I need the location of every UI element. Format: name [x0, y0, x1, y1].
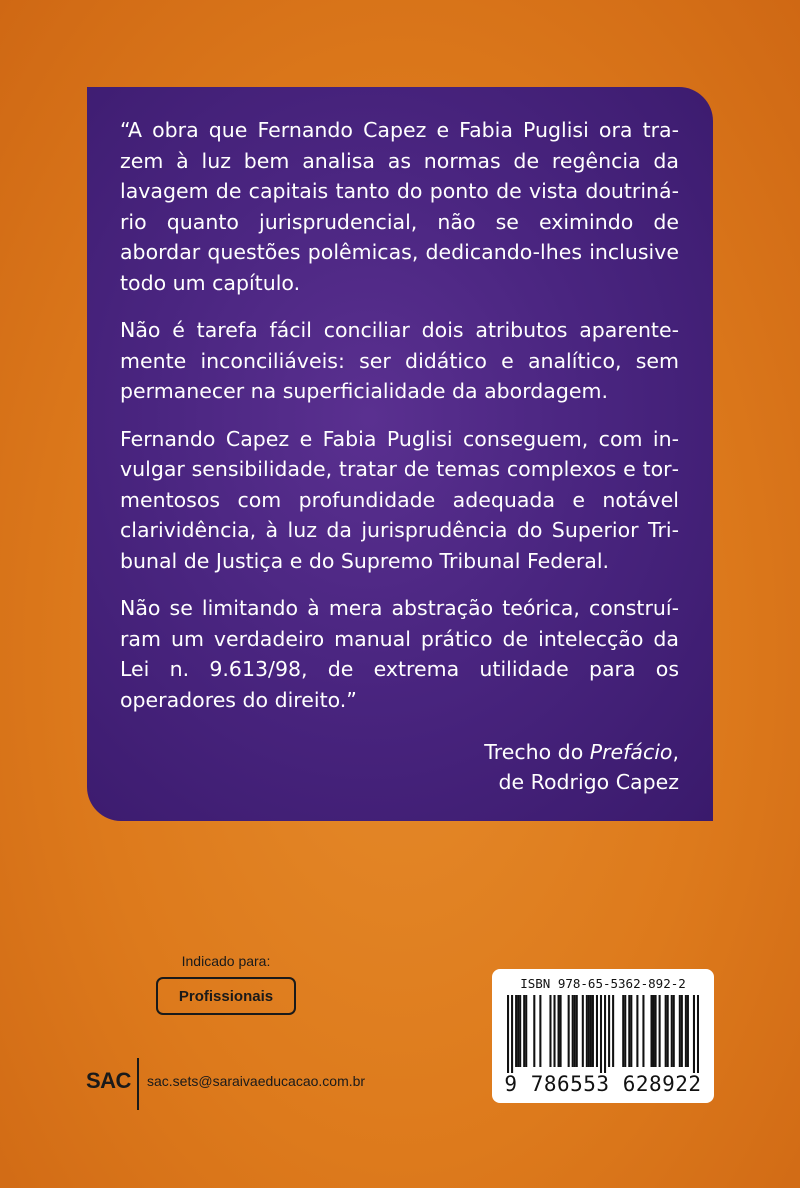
barcode-bar [604, 995, 606, 1073]
quote-attribution [120, 737, 679, 797]
audience-label: Indicado para: [181, 953, 271, 969]
barcode-bar [572, 995, 574, 1067]
barcode-bar [517, 995, 519, 1067]
barcode-bar [586, 995, 588, 1067]
barcode-bar [697, 995, 699, 1073]
barcode-bar [525, 995, 527, 1067]
sac-email-link[interactable]: sac.sets@saraivaeducacao.com.br [147, 1073, 366, 1089]
barcode-bar [630, 995, 632, 1067]
barcode-bar [687, 995, 689, 1067]
barcode-bar [576, 995, 578, 1067]
barcode-bar [636, 995, 638, 1067]
barcode-bar [679, 995, 681, 1067]
barcode-bar [628, 995, 630, 1067]
barcode-bars [507, 995, 699, 1073]
barcode-bar [685, 995, 687, 1067]
barcode-bar [539, 995, 541, 1067]
barcode-bar [515, 995, 517, 1067]
barcode-bar [568, 995, 570, 1067]
barcode-digits: 9 786553 628922 [504, 1072, 702, 1096]
attribution-author: de Rodrigo Capez [498, 770, 679, 794]
barcode-bar [511, 995, 513, 1073]
audience-badge: Profissionais [156, 977, 296, 1015]
barcode-bar [655, 995, 657, 1067]
attribution-line-1 [120, 737, 679, 767]
barcode-bar [681, 995, 683, 1067]
barcode-bar [533, 995, 535, 1067]
quote-paragraph-3: Fernando Capez e Fabia Puglisi conseguem, com invulgar sensibilidade, tratar de temas complexos e tormentosos com profundidade adequada e notável clarividência, à luz da jurisprudência do Superior Tribunal de Justiça e do Supremo Tribunal Federal. [120, 426, 679, 573]
barcode-bar [622, 995, 624, 1067]
barcode-bar [693, 995, 695, 1073]
barcode-bar [665, 995, 667, 1067]
barcode-bar [523, 995, 525, 1067]
barcode-bar [549, 995, 551, 1067]
barcode-bar [624, 995, 626, 1067]
barcode-bar [560, 995, 562, 1067]
quote-paragraph-2: Não é tarefa fácil conciliar dois atributos aparentemente inconciliáveis: ser didático e analítico, sem permanecer na superficialidade da abordagem. [120, 318, 679, 403]
sac-label: SAC [86, 1068, 131, 1093]
barcode-bar [588, 995, 590, 1067]
barcode-bar [590, 995, 592, 1067]
quote-panel [87, 87, 713, 821]
attribution-work: Prefácio [589, 740, 673, 764]
barcode-bar [558, 995, 560, 1067]
barcode-bar [612, 995, 614, 1067]
barcode-bar [600, 995, 602, 1073]
attribution-suffix: , [672, 740, 679, 764]
barcode-bar [574, 995, 576, 1067]
quote-paragraph-1: “A obra que Fernando Capez e Fabia Puglisi ora trazem à luz bem analisa as normas de regência da lavagem de capitais tanto do ponto de vista doutrinário quanto jurisprudencial, não se eximindo de abordar questões polêmicas, dedicando-lhes inclusive todo um capítulo. [120, 118, 679, 295]
barcode-bar [507, 995, 509, 1073]
barcode-bar [582, 995, 584, 1067]
barcode-bar [608, 995, 610, 1067]
barcode-bar [592, 995, 594, 1067]
barcode-bar [596, 995, 598, 1067]
attribution-prefix: Trecho do [484, 740, 590, 764]
barcode-bar [642, 995, 644, 1067]
barcode-bar [519, 995, 521, 1067]
sac-divider [137, 1058, 139, 1110]
barcode-bar [667, 995, 669, 1067]
isbn-label: ISBN 978-65-5362-892-2 [520, 976, 686, 991]
quote-paragraph-4: Não se limitando à mera abstração teórica, construíram um verdadeiro manual prático de intelecção da Lei n. 9.613/98, de extrema utilidade para os operadores do direito.” [120, 596, 679, 712]
barcode-bar [553, 995, 555, 1067]
barcode-box [492, 969, 714, 1103]
barcode-bar [673, 995, 675, 1067]
barcode-bar [671, 995, 673, 1067]
barcode-bar [650, 995, 652, 1067]
barcode-bar [653, 995, 655, 1067]
barcode-bar [659, 995, 661, 1067]
